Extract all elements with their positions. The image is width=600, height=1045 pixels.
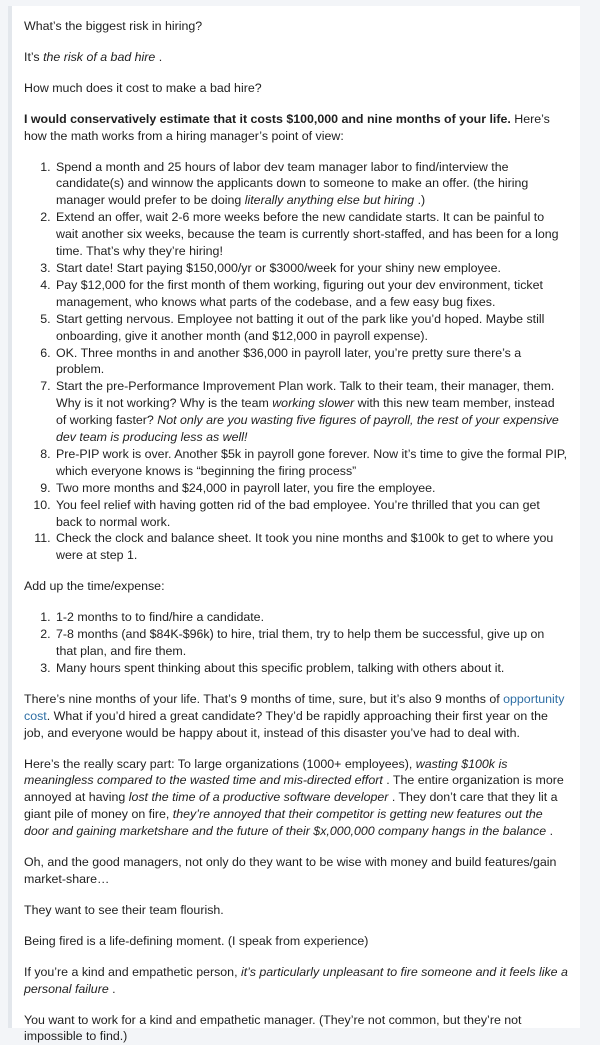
list-item: 3. Start date! Start paying $150,000/yr or $3000/week for your shiny new employee.: [54, 260, 568, 277]
steps-list: [24, 159, 568, 565]
flourish-paragraph: They want to see their team flourish.: [24, 902, 568, 919]
estimate-bold: I would conservatively estimate that it costs $100,000 and nine months of your life.: [24, 112, 511, 126]
list-item: 9. Two more months and $24,000 in payroll later, you fire the employee.: [54, 480, 568, 497]
nine-months-paragraph: There’s nine months of your life. That’s 9 months of time, sure, but it’s also 9 months of opportunity cost. What if you’d hired a great candidate? They’d be rapidly approaching their first year on the job, and everyone would be happy about it, instead of this disaster you’ve had to deal with.: [24, 691, 568, 742]
list-item: 2. Extend an offer, wait 2-6 more weeks before the new candidate starts. It can be painful to wait another six weeks, because the team is currently short-staffed, and has been for a long time. That’s why they’re hiring!: [54, 209, 568, 260]
summary-list: [24, 609, 568, 677]
question-biggest-risk: What’s the biggest risk in hiring?: [24, 18, 568, 35]
list-item: 10. You feel relief with having gotten rid of the bad employee. You’re thrilled that you can get back to normal work.: [54, 497, 568, 531]
fired-paragraph: Being fired is a life-defining moment. (I speak from experience): [24, 933, 568, 950]
list-item: 1. Spend a month and 25 hours of labor dev team manager labor to find/interview the candidate(s) and winnow the applicants down to someone to make an offer. (the hiring manager would prefer to be doing literally anything else but hiring .): [54, 159, 568, 210]
kind-paragraph: If you’re a kind and empathetic person, it’s particularly unpleasant to fire someone and it feels like a personal failure .: [24, 964, 568, 998]
list-item: 4. Pay $12,000 for the first month of them working, figuring out your dev environment, ticket management, who knows what parts of the codebase, and a few easy bug fixes.: [54, 277, 568, 311]
good-managers-paragraph: Oh, and the good managers, not only do they want to be wise with money and build features/gain market-share…: [24, 854, 568, 888]
list-item: 2. 7-8 months (and $84K-$96k) to hire, trial them, try to help them be successful, give up on that plan, and fire them.: [54, 626, 568, 660]
scary-part-paragraph: Here’s the really scary part: To large organizations (1000+ employees), wasting $100k is meaningless compared to the wasted time and mis-directed effort . The entire organization is more annoyed at having lost the time of a productive software developer . They don’t care that they lit a giant pile of money on fire, they’re annoyed that their competitor is getting new features out the door and gaining marketshare and the future of their $x,000,000 company hangs in the balance .: [24, 756, 568, 841]
estimate-paragraph: I would conservatively estimate that it costs $100,000 and nine months of your life. Here’s how the math works from a hiring manager’s point of view:: [24, 111, 568, 145]
list-item: 1. 1-2 months to to find/hire a candidate.: [54, 609, 568, 626]
list-item: 3. Many hours spent thinking about this specific problem, talking with others about it.: [54, 660, 568, 677]
list-item: 6. OK. Three months in and another $36,000 in payroll later, you’re pretty sure there’s a problem.: [54, 345, 568, 379]
question-cost: How much does it cost to make a bad hire?: [24, 80, 568, 97]
closing-paragraph: You want to work for a kind and empathetic manager. (They’re not common, but they’re not impossible to find.): [24, 1012, 568, 1045]
list-item: 8. Pre-PIP work is over. Another $5k in payroll gone forever. Now it’s time to give the formal PIP, which everyone knows is “beginning the firing process”: [54, 446, 568, 480]
addup-heading: Add up the time/expense:: [24, 578, 568, 595]
list-item: 5. Start getting nervous. Employee not batting it out of the park like you’d hoped. Maybe still onboarding, give it another month (and $12,000 in payroll expense).: [54, 311, 568, 345]
list-item: 7. Start the pre-Performance Improvement Plan work. Talk to their team, their manager, them. Why is it not working? Why is the team working slower with this new team member, instead of working faster? Not only are you wasting five figures of payroll, the rest of your expensive dev team is producing less as well!: [54, 378, 568, 446]
list-item: 11. Check the clock and balance sheet. It took you nine months and $100k to get to where you were at step 1.: [54, 530, 568, 564]
opportunity-cost-link[interactable]: opportunity cost: [24, 692, 564, 723]
answer-bad-hire: It’s the risk of a bad hire .: [24, 49, 568, 66]
article-body: [8, 6, 580, 1028]
